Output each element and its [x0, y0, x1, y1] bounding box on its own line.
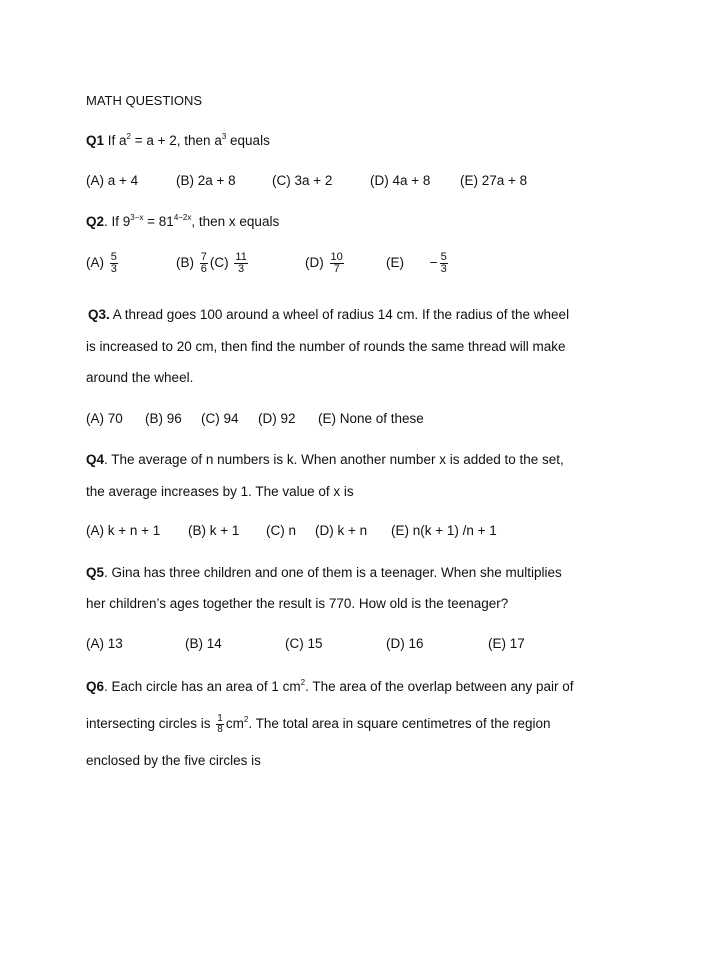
question-4-line-2: the average increases by 1. The value of x is — [86, 484, 354, 499]
question-6-line-2 — [86, 714, 551, 735]
q4-option-c: (C) n — [266, 523, 296, 538]
exponent: 3 — [221, 132, 227, 141]
question-4-line-1 — [86, 451, 564, 469]
question-2 — [86, 213, 279, 231]
denominator: 3 — [440, 263, 447, 275]
question-5-line-1 — [86, 564, 562, 582]
numerator: 10 — [330, 251, 343, 263]
q4-option-e: (E) n(k + 1) /n + 1 — [391, 523, 497, 538]
q3-option-d: (D) 92 — [258, 411, 296, 426]
question-text: = 81 — [143, 214, 174, 229]
question-text: , then x equals — [191, 214, 280, 229]
option-letter: (D) — [305, 255, 324, 271]
fraction — [110, 252, 118, 275]
question-text: intersecting circles is — [86, 716, 215, 732]
q4-option-a: (A) k + n + 1 — [86, 523, 161, 538]
question-label: Q2 — [86, 214, 105, 229]
exponent: 2 — [243, 715, 249, 725]
q1-option-b: (B) 2a + 8 — [176, 173, 236, 188]
question-6-line-1 — [86, 678, 574, 696]
option-letter: (A) — [86, 255, 104, 271]
denominator: 8 — [217, 724, 223, 735]
exponent: 3−x — [130, 213, 144, 222]
exponent: 2 — [126, 132, 131, 141]
question-text: . The total area in square centimetres of the region — [248, 716, 551, 732]
q2-option-b — [176, 252, 250, 275]
question-6-line-3: enclosed by the five circles is — [86, 753, 261, 768]
q1-option-d: (D) 4a + 8 — [370, 173, 431, 188]
numerator: 5 — [440, 251, 447, 263]
option-letter: (C) — [209, 255, 229, 271]
numerator: 5 — [110, 251, 117, 263]
q2-option-e — [386, 252, 450, 275]
q5-option-a: (A) 13 — [86, 636, 123, 651]
fraction — [234, 252, 247, 275]
question-label: Q5 — [86, 565, 105, 580]
question-text: . Gina has three children and one of them is a teenager. When she multiplies — [104, 565, 562, 580]
fraction — [440, 252, 448, 275]
q2-option-d — [305, 252, 346, 275]
question-3-line-2: is increased to 20 cm, then find the number of rounds the same thread will make — [86, 339, 566, 354]
question-3-line-1 — [88, 306, 569, 324]
question-3-line-3: around the wheel. — [86, 370, 194, 385]
denominator: 7 — [333, 263, 340, 275]
question-label: Q4 — [86, 452, 105, 467]
question-text: If a — [107, 133, 127, 148]
q1-option-c: (C) 3a + 2 — [272, 173, 333, 188]
q2-option-a — [86, 252, 120, 275]
question-label: Q3. — [88, 307, 110, 322]
q3-option-c: (C) 94 — [201, 411, 239, 426]
option-letter: (E) — [386, 255, 404, 271]
fraction — [330, 252, 344, 275]
denominator: 3 — [238, 263, 245, 275]
q1-option-a: (A) a + 4 — [86, 173, 139, 188]
numerator: 11 — [235, 251, 247, 263]
question-text: . The area of the overlap between any pair of — [305, 679, 574, 694]
q1-option-e: (E) 27a + 8 — [460, 173, 528, 188]
q5-option-c: (C) 15 — [285, 636, 323, 651]
page-title: MATH QUESTIONS — [86, 93, 203, 108]
q4-option-d: (D) k + n — [315, 523, 368, 538]
question-text: . The average of n numbers is k. When another number x is added to the set, — [104, 452, 564, 467]
q3-option-a: (A) 70 — [86, 411, 123, 426]
question-text: = a + 2, then a — [131, 133, 222, 148]
question-text: equals — [226, 133, 270, 148]
question-label: Q1 — [86, 133, 105, 148]
fraction — [216, 714, 224, 735]
numerator: 7 — [200, 251, 207, 263]
fraction — [200, 252, 208, 275]
question-label: Q6 — [86, 679, 105, 694]
denominator: 3 — [110, 263, 117, 275]
denominator: 6 — [200, 263, 207, 275]
question-1 — [86, 132, 270, 150]
q3-option-e: (E) None of these — [318, 411, 424, 426]
q5-option-b: (B) 14 — [185, 636, 222, 651]
option-letter: (B) — [176, 255, 194, 271]
minus-sign: − — [429, 255, 438, 271]
exponent: 4−2x — [173, 213, 192, 222]
q5-option-e: (E) 17 — [488, 636, 525, 651]
exponent: 2 — [300, 678, 306, 687]
numerator: 1 — [217, 713, 223, 724]
unit: cm — [225, 716, 244, 732]
question-5-line-2: her children’s ages together the result is 770. How old is the teenager? — [86, 596, 509, 611]
q3-option-b: (B) 96 — [145, 411, 182, 426]
question-text: A thread goes 100 around a wheel of radius 14 cm. If the radius of the wheel — [109, 307, 570, 322]
q5-option-d: (D) 16 — [386, 636, 424, 651]
question-text: . Each circle has an area of 1 cm — [104, 679, 301, 694]
question-text: . If 9 — [104, 214, 131, 229]
q4-option-b: (B) k + 1 — [188, 523, 240, 538]
